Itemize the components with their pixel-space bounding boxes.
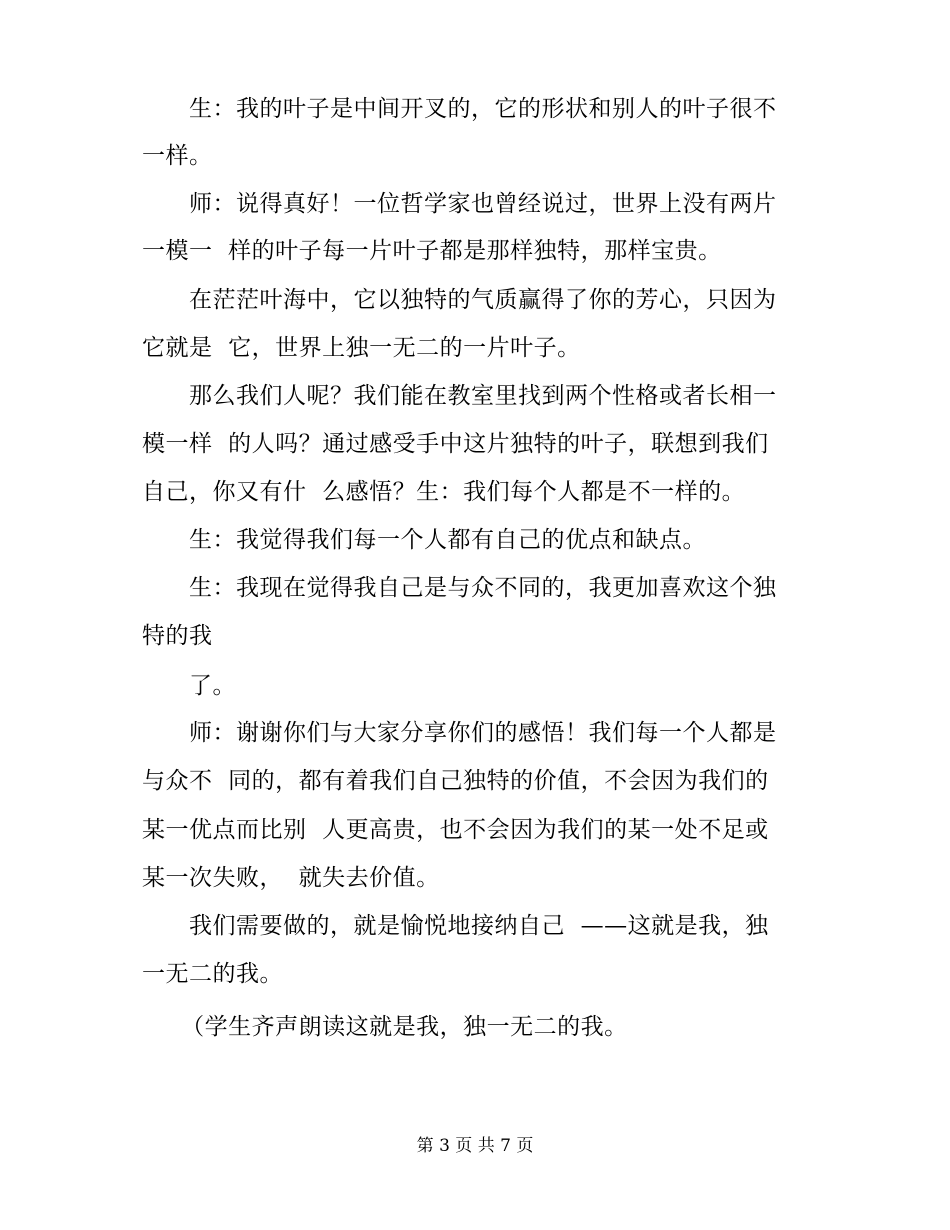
page-number-footer: 第 3 页 共 7 页 bbox=[416, 1136, 534, 1156]
text-line: 生：我觉得我们每一个人都有自己的优点和缺点。 bbox=[142, 527, 706, 553]
text-line: 特的我 bbox=[142, 623, 213, 649]
text-line: 了。 bbox=[142, 673, 236, 699]
text-line: 某一优点而比别 人更高贵，也不会因为我们的某一处不足或 bbox=[142, 817, 769, 843]
text-line: 在茫茫叶海中，它以独特的气质赢得了你的芳心，只因为 bbox=[142, 287, 777, 313]
text-line: 一无二的我。 bbox=[142, 961, 283, 987]
text-line: 生：我的叶子是中间开叉的，它的形状和别人的叶子很不 bbox=[142, 96, 777, 122]
text-line: 师：说得真好！一位哲学家也曾经说过，世界上没有两片 bbox=[142, 191, 777, 217]
text-line: 那么我们人呢？我们能在教室里找到两个性格或者长相一 bbox=[142, 383, 777, 409]
text-line: 生：我现在觉得我自己是与众不同的，我更加喜欢这个独 bbox=[142, 575, 777, 601]
text-line: 它就是 它，世界上独一无二的一片叶子。 bbox=[142, 335, 581, 361]
text-line: 一样。 bbox=[142, 143, 213, 169]
text-line: 某一次失败， 就失去价值。 bbox=[142, 865, 440, 891]
text-line: 一模一 样的叶子每一片叶子都是那样独特，那样宝贵。 bbox=[142, 238, 722, 264]
text-line: （学生齐声朗读这就是我，独一无二的我。 bbox=[142, 1014, 628, 1040]
text-line: 与众不 同的，都有着我们自己独特的价值，不会因为我们的 bbox=[142, 768, 769, 794]
text-line: 我们需要做的，就是愉悦地接纳自己 ——这就是我，独 bbox=[142, 913, 769, 939]
text-line: 自己，你又有什 么感悟？生：我们每个人都是不一样的。 bbox=[142, 479, 746, 505]
text-line: 模一样 的人吗？通过感受手中这片独特的叶子，联想到我们 bbox=[142, 431, 769, 457]
text-line: 师：谢谢你们与大家分享你们的感悟！我们每一个人都是 bbox=[142, 720, 777, 746]
